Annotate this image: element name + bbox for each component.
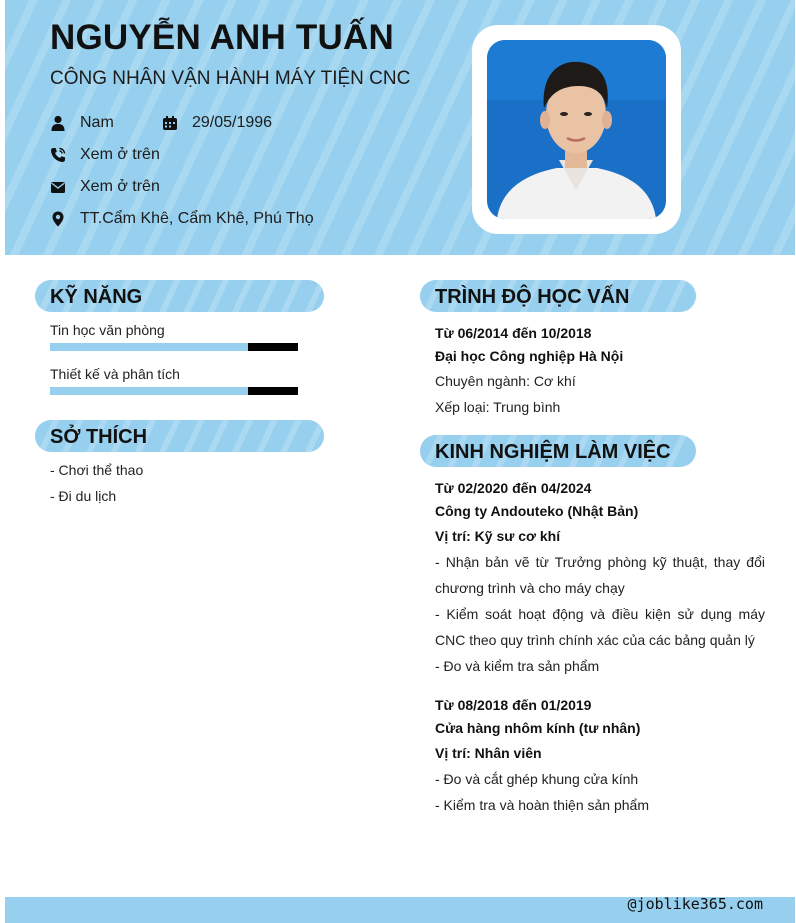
address-value: TT.Cẩm Khê, Cẩm Khê, Phú Thọ <box>80 210 314 227</box>
address-row <box>50 210 314 228</box>
phone-value: Xem ở trên <box>80 146 160 163</box>
job-duty: - Nhận bản vẽ từ Trưởng phòng kỹ thuật, thay đổi chương trình và cho máy chạy <box>435 554 765 596</box>
phone-icon <box>50 147 66 163</box>
calendar-icon <box>162 115 178 131</box>
skill-label: Tin học văn phòng <box>50 322 165 338</box>
email-value: Xem ở trên <box>80 178 160 195</box>
job-position: Vị trí: Kỹ sư cơ khí <box>435 528 561 544</box>
envelope-icon <box>50 179 66 195</box>
footer-bar <box>5 897 795 923</box>
job-duty: - Kiểm tra và hoàn thiện sản phẩm <box>435 797 650 813</box>
profile-photo-frame <box>472 25 681 234</box>
gender-row <box>50 114 114 132</box>
birthdate-value: 29/05/1996 <box>192 114 273 131</box>
job-company: Công ty Andouteko (Nhật Bản) <box>435 503 639 519</box>
job-duty: - Đo và kiểm tra sản phẩm <box>435 658 600 674</box>
job-duty: - Kiểm soát hoạt động và điều kiện sử dụng máy CNC theo quy trình chính xác của các bảng quản lý <box>435 606 765 648</box>
education-grade: Xếp loại: Trung bình <box>435 399 561 415</box>
email-row <box>50 178 160 196</box>
map-pin-icon <box>50 211 66 227</box>
user-icon <box>50 115 66 131</box>
job-period: Từ 02/2020 đến 04/2024 <box>435 480 592 496</box>
hobbies-heading: SỞ THÍCH <box>35 420 324 452</box>
job-position: Vị trí: Nhân viên <box>435 745 542 761</box>
profile-photo <box>487 40 666 219</box>
skills-heading: KỸ NĂNG <box>35 280 324 312</box>
skill-bar <box>50 387 298 395</box>
job-period: Từ 08/2018 đến 01/2019 <box>435 697 592 713</box>
skill-bar <box>50 343 298 351</box>
education-heading: TRÌNH ĐỘ HỌC VẤN <box>420 280 696 312</box>
hobby-item: - Đi du lịch <box>50 488 117 504</box>
phone-row <box>50 146 160 164</box>
hobby-item: - Chơi thể thao <box>50 462 144 478</box>
skill-bar-fill <box>50 343 248 351</box>
watermark-text: @joblike365.com <box>627 895 763 913</box>
job-title: CÔNG NHÂN VẬN HÀNH MÁY TIỆN CNC <box>50 68 411 89</box>
skill-bar-fill <box>50 387 248 395</box>
experience-heading: KINH NGHIỆM LÀM VIỆC <box>420 435 696 467</box>
skill-label: Thiết kế và phân tích <box>50 366 180 382</box>
job-duty: - Đo và cắt ghép khung cửa kính <box>435 771 639 787</box>
education-major: Chuyên ngành: Cơ khí <box>435 373 576 389</box>
gender-value: Nam <box>80 114 114 131</box>
education-school: Đại học Công nghiệp Hà Nội <box>435 348 624 364</box>
cv-header <box>5 0 795 255</box>
education-period: Từ 06/2014 đến 10/2018 <box>435 325 592 341</box>
candidate-name: NGUYỄN ANH TUẤN <box>50 18 394 57</box>
job-company: Cửa hàng nhôm kính (tư nhân) <box>435 720 641 736</box>
portrait-image <box>487 40 666 219</box>
birthdate-row <box>162 114 272 132</box>
